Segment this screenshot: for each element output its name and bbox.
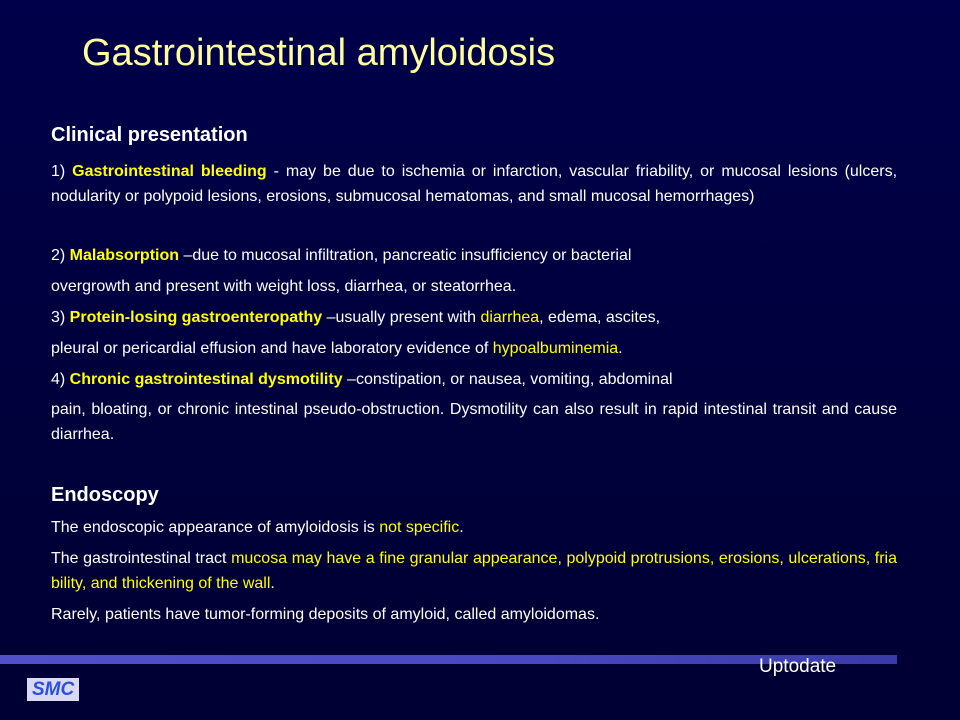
clinical-section	[51, 124, 897, 147]
item-3-text-c: pleural or pericardial effusion and have laboratory evidence of	[51, 340, 493, 357]
slide-title: Gastrointestinal amyloidosis	[82, 32, 556, 74]
endoscopy-paragraph-1	[51, 515, 897, 540]
item-3-highlight-hypoalbuminemia: hypoalbuminemia	[492, 340, 619, 357]
endoscopy-section	[51, 484, 897, 507]
item-1-number: 1)	[51, 163, 73, 180]
endoscopy-p3-text: Rarely, patients have tumor-forming deposits of amyloid, called amyloidomas.	[51, 606, 600, 623]
item-3-text-a: –usually present with	[322, 309, 481, 326]
clinical-item-4	[51, 364, 897, 447]
source-label: Uptodate	[759, 656, 837, 677]
endoscopy-p1-text-a: The endoscopic appearance of amyloidosis is	[51, 519, 380, 536]
endoscopy-paragraph-3	[51, 602, 897, 627]
item-3-term: Protein-losing gastroenteropathy	[69, 309, 323, 326]
endoscopy-heading: Endoscopy	[51, 484, 159, 506]
clinical-item-3	[51, 302, 897, 364]
endoscopy-p2-text-b: .	[270, 575, 275, 592]
clinical-item-1	[51, 159, 897, 209]
item-2-term: Malabsorption	[69, 247, 180, 264]
item-4-number: 4)	[51, 371, 70, 388]
item-1-term: Gastrointestinal bleeding	[72, 163, 267, 180]
item-3-text-d: .	[618, 340, 623, 357]
item-2-text-a: –due to mucosal infiltration, pancreatic insufficiency or bacterial	[179, 247, 632, 264]
item-3-number: 3)	[51, 309, 70, 326]
endoscopy-paragraph-2	[51, 546, 897, 596]
clinical-item-2	[51, 240, 897, 302]
clinical-heading: Clinical presentation	[51, 124, 248, 146]
endoscopy-p2-text-a: The gastrointestinal tract	[51, 550, 232, 567]
endoscopy-p1-highlight: not specific	[379, 519, 460, 536]
item-3-highlight-diarrhea: diarrhea	[480, 309, 540, 326]
item-3-text-b: , edema, ascites,	[539, 309, 661, 326]
item-4-text-b: pain, bloating, or chronic intestinal pseudo-obstruction. Dysmotility can also result in rapid intestinal transit and cause diarrhea.	[51, 401, 897, 443]
item-4-term: Chronic gastrointestinal dysmotility	[69, 371, 343, 388]
item-2-number: 2)	[51, 247, 70, 264]
item-4-text-a: –constipation, or nausea, vomiting, abdominal	[342, 371, 673, 388]
smc-logo: SMC	[27, 678, 79, 701]
item-2-text-b: overgrowth and present with weight loss, diarrhea, or steatorrhea.	[51, 278, 517, 295]
endoscopy-p1-text-b: .	[459, 519, 464, 536]
item-1-text: - may be due to ischemia or infarction, vascular friability, or mucosal lesions (ulcers, nodularity or polypoid lesions, erosions, submucosal hematomas, and small mucosal hemorrhages)	[51, 163, 898, 205]
endoscopy-p2-highlight: mucosa may have a fine granular appearance, polypoid protrusions, erosions, ulcerations, friability, and thickening of the wall	[51, 550, 898, 592]
